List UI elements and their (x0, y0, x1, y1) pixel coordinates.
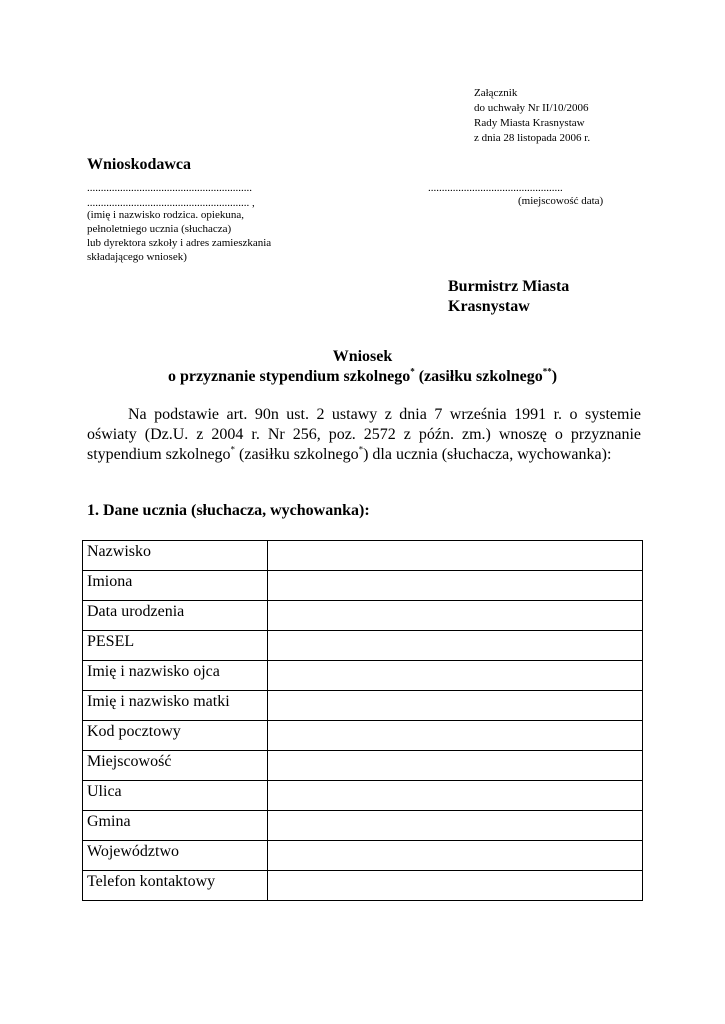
table-row (83, 691, 643, 721)
applicant-dots-line: ........................................................... , (87, 197, 255, 209)
field-value-cell[interactable] (268, 841, 643, 871)
field-value-cell[interactable] (268, 871, 643, 901)
table-row (83, 661, 643, 691)
field-value-cell[interactable] (268, 691, 643, 721)
field-value-cell[interactable] (268, 751, 643, 781)
applicant-heading: Wnioskodawca (87, 156, 192, 173)
applicant-desc-line: lub dyrektora szkoły i adres zamieszkania (87, 237, 272, 249)
attachment-note (474, 86, 590, 146)
paragraph-text: Na podstawie art. 90n ust. 2 ustawy z dnia 7 września 1991 r. o systemie oświaty (Dz.U. z 2004 r. Nr 256, poz. 2572 z późn. zm.) wnoszę o przyznanie stypendium szkolnego (87, 406, 641, 463)
field-value-cell[interactable] (268, 661, 643, 691)
field-label: Imię i nazwisko ojca (83, 661, 268, 691)
addressee (448, 277, 569, 317)
subtitle-part: o przyznanie stypendium szkolnego (167, 368, 411, 385)
field-value-cell[interactable] (268, 811, 643, 841)
document-subtitle (0, 367, 725, 387)
applicant-desc-line: składającego wniosek) (87, 251, 187, 263)
field-label: Imiona (83, 571, 268, 601)
footnote-mark: * (358, 444, 364, 455)
table-row (83, 811, 643, 841)
subtitle-part: ) (551, 368, 558, 385)
applicant-description (87, 208, 271, 264)
table-row (83, 841, 643, 871)
addressee-line: Krasnystaw (448, 298, 530, 315)
subtitle-part: (zasiłku szkolnego (414, 368, 543, 385)
student-data-table (82, 540, 643, 901)
field-value-cell[interactable] (268, 631, 643, 661)
applicant-desc-line: (imię i nazwisko rodzica. opiekuna, (87, 209, 245, 221)
footnote-mark: * (230, 444, 236, 455)
place-date-label: (miejscowość data) (518, 195, 604, 207)
footnote-mark: ** (542, 366, 552, 377)
field-label: Ulica (83, 781, 268, 811)
field-label: Imię i nazwisko matki (83, 691, 268, 721)
field-label: Gmina (83, 811, 268, 841)
table-row (83, 781, 643, 811)
table-row (83, 571, 643, 601)
section-heading: 1. Dane ucznia (słuchacza, wychowanka): (87, 502, 370, 519)
attachment-line: Rady Miasta Krasnystaw (474, 117, 585, 129)
field-label: Nazwisko (83, 541, 268, 571)
field-value-cell[interactable] (268, 571, 643, 601)
attachment-line: Załącznik (474, 87, 518, 99)
table-row (83, 871, 643, 901)
paragraph-text: (zasiłku szkolnego (235, 446, 359, 463)
field-label: Województwo (83, 841, 268, 871)
field-value-cell[interactable] (268, 721, 643, 751)
table-row (83, 631, 643, 661)
table-row (83, 721, 643, 751)
addressee-line: Burmistrz Miasta (448, 278, 570, 295)
field-value-cell[interactable] (268, 601, 643, 631)
field-label: Miejscowość (83, 751, 268, 781)
table-row (83, 601, 643, 631)
footnote-mark: * (410, 366, 415, 377)
field-label: Data urodzenia (83, 601, 268, 631)
table-row (83, 541, 643, 571)
applicant-dots-line: ............................................................ (87, 182, 252, 194)
field-value-cell[interactable] (268, 781, 643, 811)
attachment-line: do uchwały Nr II/10/2006 (474, 102, 589, 114)
field-label: PESEL (83, 631, 268, 661)
attachment-line: z dnia 28 listopada 2006 r. (474, 132, 591, 144)
field-label: Kod pocztowy (83, 721, 268, 751)
document-title: Wniosek (332, 348, 393, 365)
paragraph-text: ) dla ucznia (słuchacza, wychowanka): (363, 446, 612, 463)
table-row (83, 751, 643, 781)
applicant-desc-line: pełnoletniego ucznia (słuchacza) (87, 223, 232, 235)
place-date-dots: ................................................. (428, 182, 563, 194)
request-paragraph (87, 405, 641, 465)
field-value-cell[interactable] (268, 541, 643, 571)
field-label: Telefon kontaktowy (83, 871, 268, 901)
